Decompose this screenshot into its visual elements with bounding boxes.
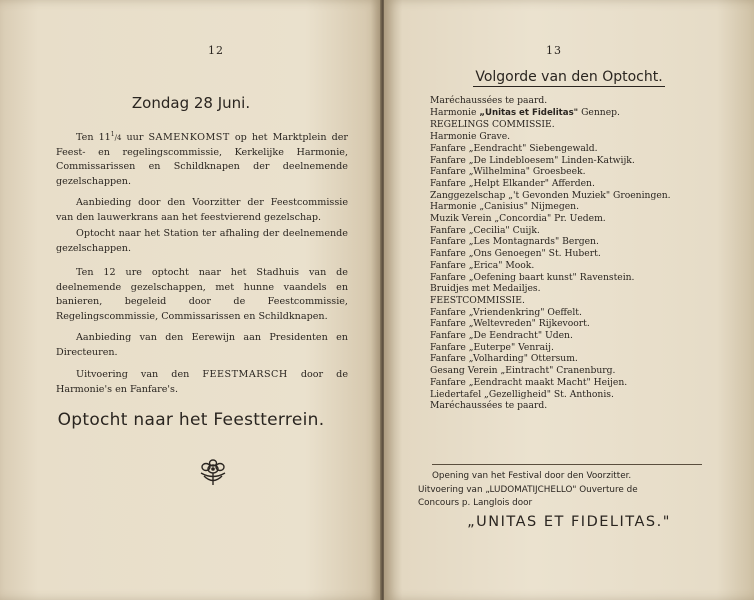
procession-item bbox=[430, 178, 671, 190]
procession-item-place: Gennep. bbox=[578, 106, 620, 118]
procession-item bbox=[430, 225, 671, 237]
procession-item-text: Fanfare „Wilhelmina" Groesbeek. bbox=[430, 166, 586, 178]
procession-item-text: Muzik Verein „Concordia" Pr. Uedem. bbox=[430, 213, 606, 225]
floral-ornament-icon bbox=[196, 458, 230, 488]
feestmarsch-caps: FEESTMARSCH bbox=[202, 369, 288, 380]
fraction-denominator: /4 bbox=[114, 134, 122, 143]
procession-item-text: Fanfare „Weltevreden" Rijkevoort. bbox=[430, 318, 590, 330]
procession-item-text: Bruidjes met Medailjes. bbox=[430, 283, 541, 295]
paragraph-samenkomst bbox=[56, 128, 348, 189]
procession-item-bold-name: „Unitas et Fidelitas" bbox=[479, 107, 579, 118]
procession-item bbox=[430, 272, 671, 284]
procession-item bbox=[430, 365, 671, 377]
procession-item-text: FEESTCOMMISSIE. bbox=[430, 294, 525, 306]
procession-item bbox=[430, 236, 671, 248]
procession-item-text: Gesang Verein „Eintracht" Cranenburg. bbox=[430, 365, 616, 377]
paragraph-stadhuis: Ten 12 ure optocht naar het Stadhuis van de deelnemende gezelschappen, met hunne vaandels en banieren, begeleid door de Feestcommissie, Regelingscommissie, Commissarissen en Schildknapen. bbox=[56, 267, 348, 322]
procession-item-text: Fanfare „De Eendracht" Uden. bbox=[430, 330, 573, 342]
procession-item bbox=[430, 353, 671, 365]
procession-item-text: Harmonie bbox=[430, 106, 480, 118]
paragraph-feestmarsch-text-b: door de Harmonie's en Fanfare's. bbox=[56, 369, 348, 395]
paragraph-station: Optocht naar het Station ter afhaling der deelnemende gezelschappen. bbox=[56, 228, 348, 254]
overture-line: Uitvoering van „LUDOMATIJCHELLO" Ouverture de bbox=[418, 485, 638, 495]
right-page bbox=[384, 0, 754, 600]
procession-item bbox=[430, 283, 671, 295]
procession-item-text: Fanfare „Vriendenkring" Oeffelt. bbox=[430, 306, 582, 318]
procession-item-text: Zanggezelschap „'t Gevonden Muziek" Groeningen. bbox=[430, 189, 671, 201]
feestterrein-title: Optocht naar het Feestterrein. bbox=[57, 410, 325, 430]
procession-item bbox=[430, 389, 671, 401]
paragraph-lauwerkrans: Aanbieding door den Voorzitter der Feestcommissie van den lauwerkrans aan het feestvierend gezelschap. bbox=[56, 197, 348, 223]
procession-item-text: Fanfare „Erica" Mook. bbox=[430, 259, 535, 271]
procession-item-text: Fanfare „Volharding" Ottersum. bbox=[430, 353, 578, 365]
procession-item bbox=[430, 95, 671, 107]
procession-item-text: Fanfare „Euterpe" Venraij. bbox=[430, 341, 554, 353]
procession-item bbox=[430, 166, 671, 178]
page-number-left: 12 bbox=[208, 44, 224, 57]
procession-item-text: Fanfare „Eendracht maakt Macht" Heijen. bbox=[430, 376, 628, 388]
procession-item bbox=[430, 318, 671, 330]
procession-item-text: Fanfare „Ons Genoegen" St. Hubert. bbox=[430, 248, 601, 260]
paragraph-samenkomst-text-a: Ten 11 bbox=[76, 132, 111, 144]
procession-item bbox=[430, 131, 671, 143]
procession-item-text: Fanfare „De Lindebloesem" Linden-Katwijk. bbox=[430, 154, 635, 166]
procession-heading bbox=[384, 69, 754, 87]
procession-item bbox=[430, 330, 671, 342]
procession-item bbox=[430, 260, 671, 272]
paragraph-feestmarsch-text-a: Uitvoering van den bbox=[76, 369, 203, 380]
procession-item-text: Liedertafel „Gezelligheid" St. Anthonis. bbox=[430, 388, 614, 400]
procession-item-text: Fanfare „Cecilia" Cuijk. bbox=[430, 224, 540, 236]
festival-opening-line: Opening van het Festival door den Voorzitter. bbox=[432, 471, 632, 481]
procession-item bbox=[430, 400, 671, 412]
procession-item bbox=[430, 342, 671, 354]
samenkomst-caps: SAMENKOMST bbox=[148, 132, 230, 144]
unitas-et-fidelitas-title: „UNITAS ET FIDELITAS." bbox=[467, 514, 671, 530]
paragraph-eerewijn: Aanbieding van den Eerewijn aan Presidenten en Directeuren. bbox=[56, 332, 348, 358]
procession-heading-text: Volgorde van den Optocht. bbox=[475, 69, 663, 85]
divider-rule bbox=[432, 464, 702, 465]
procession-item-text: Fanfare „Oefening baart kunst" Ravenstein. bbox=[430, 271, 635, 283]
paragraph-samenkomst-text-b: uur bbox=[121, 132, 149, 144]
procession-item-text: Maréchaussées te paard. bbox=[430, 400, 548, 412]
day-heading: Zondag 28 Juni. bbox=[131, 94, 251, 112]
procession-item bbox=[430, 201, 671, 213]
procession-item bbox=[430, 295, 671, 307]
procession-item bbox=[430, 248, 671, 260]
procession-item bbox=[430, 307, 671, 319]
procession-item bbox=[430, 107, 671, 120]
composer-line: Concours p. Langlois door bbox=[418, 498, 533, 508]
paragraph-feestmarsch bbox=[56, 368, 348, 397]
page-number-right: 13 bbox=[546, 44, 562, 57]
procession-item bbox=[430, 377, 671, 389]
paragraph-samenkomst-text-c: op het Marktplein der Feest- en regelingscommissie, Kerkelijke Harmonie, Commissarissen en Schildknapen der deelnemende gezelschappen. bbox=[56, 132, 348, 187]
procession-item-text: Maréchaussées te paard. bbox=[430, 95, 548, 106]
procession-item bbox=[430, 213, 671, 225]
procession-item-text: Harmonie „Canisius" Nijmegen. bbox=[430, 201, 580, 213]
procession-item-text: Fanfare „Les Montagnards" Bergen. bbox=[430, 236, 599, 248]
procession-item-text: Harmonie Grave. bbox=[430, 131, 511, 143]
procession-item-text: Fanfare „Eendracht" Siebengewald. bbox=[430, 142, 598, 154]
procession-item bbox=[430, 119, 671, 131]
procession-list bbox=[430, 95, 671, 412]
procession-item bbox=[430, 190, 671, 202]
procession-item bbox=[430, 155, 671, 167]
procession-item-text: REGELINGS COMMISSIE. bbox=[430, 119, 555, 131]
procession-item bbox=[430, 143, 671, 155]
fraction-numerator: 1 bbox=[110, 131, 115, 138]
procession-item-text: Fanfare „Helpt Elkander" Afferden. bbox=[430, 177, 595, 189]
